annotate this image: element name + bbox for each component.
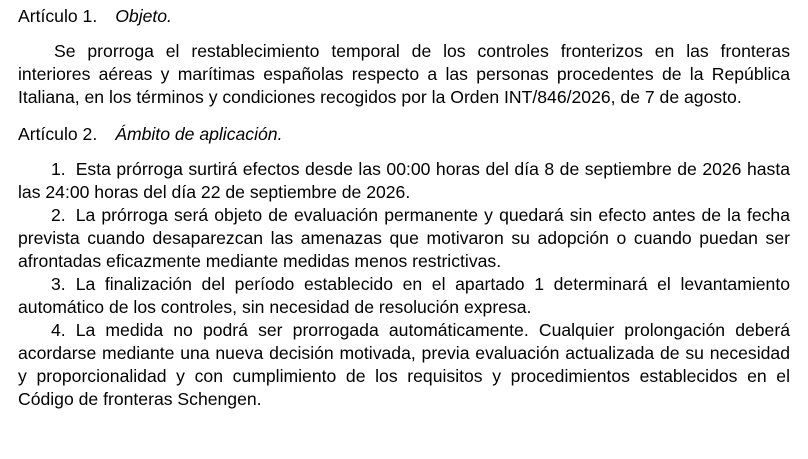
item-number: 2. xyxy=(51,205,66,225)
article-2-item-1 xyxy=(18,158,790,204)
item-text: La finalización del período establecido en el apartado 1 determinará el levantamiento automático de los controles, sin necesidad de resolución expresa. xyxy=(18,274,790,317)
article-2-heading xyxy=(18,123,790,146)
item-text: Esta prórroga surtirá efectos desde las 00:00 horas del día 8 de septiembre de 2026 hasta las 24:00 horas del día 22 de septiembre de 2026. xyxy=(18,159,790,202)
article-1-body: Se prorroga el restablecimiento temporal de los controles fronterizos en las fronteras interiores aéreas y marítimas españolas respecto a las personas procedentes de la República Italiana, en los términos y condiciones recogidos por la Orden INT/846/2026, de 7 de agosto. xyxy=(18,41,790,107)
article-2-item-2 xyxy=(18,204,790,273)
item-number: 3. xyxy=(51,274,66,294)
item-text: La prórroga será objeto de evaluación permanente y quedará sin efecto antes de la fecha prevista cuando desaparezcan las amenazas que motivaron su adopción o cuando puedan ser afrontadas eficazmente mediante medidas menos restrictivas. xyxy=(18,205,790,271)
article-2-label: Artículo 2. xyxy=(18,124,98,144)
item-text: La medida no podrá ser prorrogada automáticamente. Cualquier prolongación deberá acordarse mediante una nueva decisión motivada, previa evaluación actualizada de su necesidad y proporcionalidad y con cumplimiento de los requisitos y procedimientos establecidos en el Código de fronteras Schengen. xyxy=(18,320,790,409)
article-2-title: Ámbito de aplicación. xyxy=(115,124,283,144)
article-2-item-4 xyxy=(18,319,790,411)
article-2-item-3 xyxy=(18,273,790,319)
article-1-label: Artículo 1. xyxy=(18,6,98,26)
article-2-items xyxy=(18,158,790,411)
article-1-heading xyxy=(18,5,790,28)
section-gap xyxy=(18,109,790,121)
article-1-title: Objeto. xyxy=(115,6,172,26)
item-number: 4. xyxy=(51,320,66,340)
item-number: 1. xyxy=(51,159,66,179)
